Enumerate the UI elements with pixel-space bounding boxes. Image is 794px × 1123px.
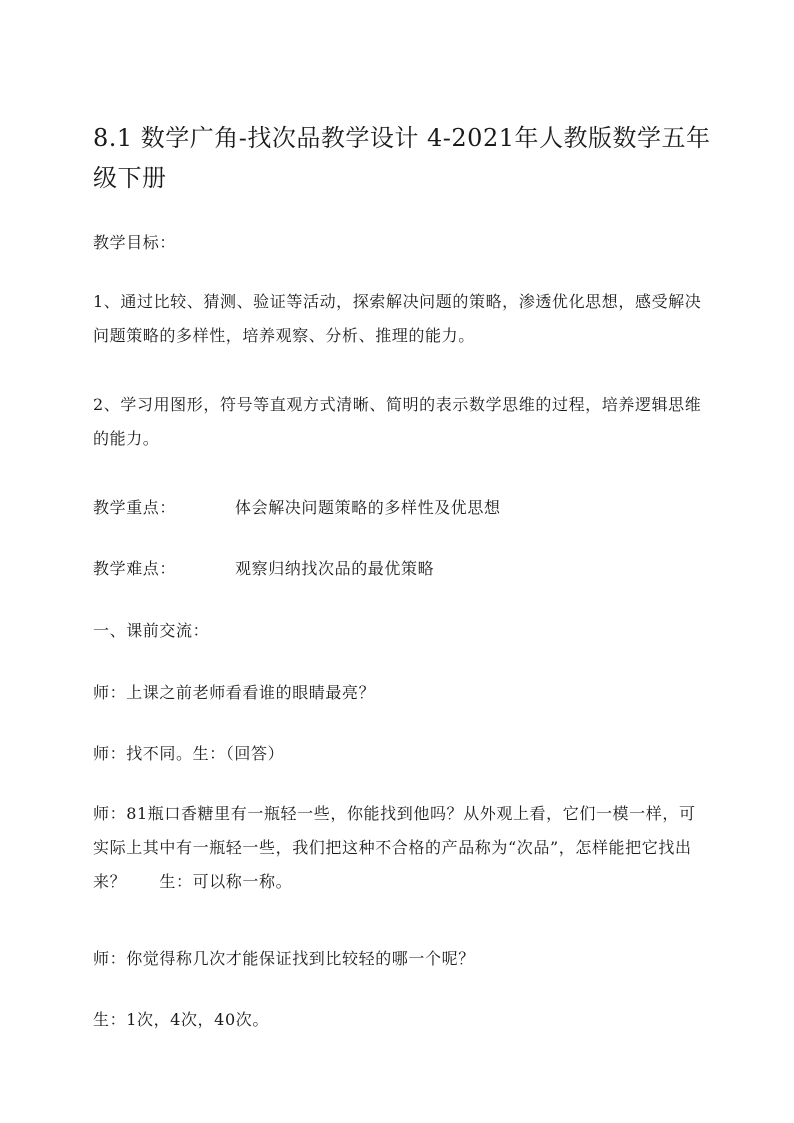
- dialogue-line-5: 生：1次，4次，40次。: [93, 1010, 269, 1029]
- key-point-value: 体会解决问题策略的多样性及优思想: [235, 498, 501, 517]
- dialogue-line-3: 师：81瓶口香糖里有一瓶轻一些，你能找到他吗？从外观上看，它们一模一样，可实际上其中有一瓶轻一些，我们把这种不合格的产品称为“次品”，怎样能把它找出来？ 生：可以称一称。: [93, 804, 696, 891]
- objective-2-paragraph: 2、学习用图形，符号等直观方式清晰、简明的表示数学思维的过程，培养逻辑思维的能力。: [93, 395, 702, 448]
- objectives-heading: 教学目标：: [93, 233, 177, 252]
- key-point-label: 教学重点：: [93, 498, 177, 517]
- dialogue-line-4: 师：你觉得称几次才能保证找到比较轻的哪一个呢？: [93, 949, 475, 968]
- key-point-row: [93, 491, 705, 525]
- difficulty-row: [93, 552, 705, 586]
- objective-1-paragraph: 1、通过比较、猜测、验证等活动，探索解决问题的策略，渗透优化思想，感受解决问题策略的多样性，培养观察、分析、推理的能力。: [93, 292, 702, 345]
- section-1-heading: 一、课前交流：: [93, 621, 210, 640]
- difficulty-value: 观察归纳找次品的最优策略: [235, 559, 435, 578]
- document-title: 8.1 数学广角-找次品教学设计 4-2021年人教版数学五年级下册: [93, 124, 711, 192]
- difficulty-label: 教学难点：: [93, 559, 177, 578]
- dialogue-line-1: 师：上课之前老师看看谁的眼睛最亮？: [93, 683, 376, 702]
- dialogue-line-2: 师：找不同。生：（回答）: [93, 744, 285, 763]
